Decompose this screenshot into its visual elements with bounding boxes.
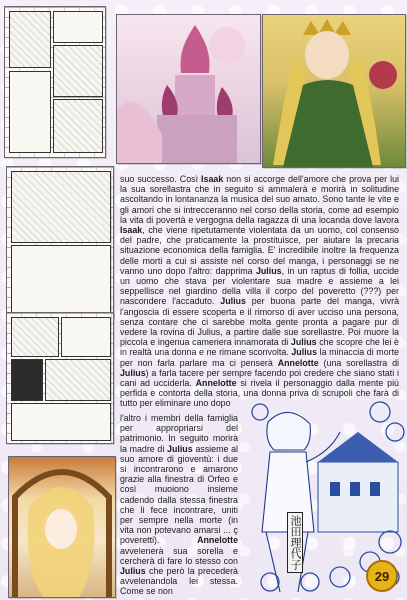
article-text: assieme al suo amore di gioventù: i due si incontrarono e amarono grazie alla finestra di Orfeo e così muoiono insieme cadendo dalla stessa finestra che li fece incontrare, uniti per sempre nella morte (in vita non potevano amarsi ... ç poveretti).: [120, 443, 238, 546]
arch-woman-drawing: [9, 457, 115, 597]
article-text-main: [120, 174, 399, 409]
illustration-castle: [116, 14, 261, 164]
article-text: ) a farla tacere per sempre facendo poi credere che siano stati i cani ad ucciderla.: [120, 367, 399, 389]
article-text: si rivela il personaggio dalla mente più perfida e contorta della storia, una donna priva di scrupoli che farà di tutto per eliminare uno dopo: [120, 378, 399, 409]
name-julius: Julius: [291, 347, 318, 358]
article-text: , in un raptus di follia, uccide un uomo che stava per violentare sua madre e assieme a lei seppellisce nel giardino della villa il corpo del poveretto (???) per nascondere l'accaduto.: [120, 265, 399, 307]
manga-frame: [11, 359, 43, 401]
article-text: l'altro i membri della famiglia per appropriarsi del patrimonio. In seguito morirà la madre di: [120, 413, 238, 454]
name-isaak: Isaak: [120, 225, 143, 236]
article-text: che scopre che lei è in realtà una donna e ne rimane sconvolta.: [120, 337, 399, 358]
name-annelotte: Annelotte: [197, 535, 238, 546]
name-annelotte: Annelotte: [195, 378, 237, 389]
name-julius: Julius: [220, 296, 246, 307]
manga-frame: [53, 99, 103, 153]
article-text: non si accorge dell'amore che prova per lui la sua sorellastra che in seguito si ammalerà e morirà in solitudine ascoltando in lontananza la musica del suo amato. Sono tante le vite e gli amori che si intrecceranno nel corso della storia, come ad esempio la vita di povertà e vergogna della ragazza di una locanda dove lavora: [120, 174, 399, 225]
manga-frame: [61, 317, 111, 357]
article-text: la minaccia di morte per non farla parlare ma ci penserà: [120, 347, 399, 368]
article-text-column: [120, 413, 238, 597]
manga-frame: [45, 359, 111, 401]
illustration-king: [262, 14, 406, 168]
manga-frame: [11, 403, 111, 441]
name-julius: Julius: [290, 337, 317, 348]
name-isaak: Isaak: [201, 174, 224, 184]
name-julius: Julius: [120, 367, 146, 378]
name-annelotte: Annelotte: [277, 357, 319, 368]
name-julius: Julius: [167, 443, 193, 454]
manga-frame: [9, 71, 51, 153]
name-julius: Julius: [255, 265, 282, 276]
name-julius: Julius: [120, 566, 146, 577]
article-text: suo successo. Così: [120, 174, 202, 184]
manga-frame: [11, 317, 59, 357]
castle-drawing: [117, 15, 260, 163]
article-text: , che viene ripetutamente violentata da un uomo, col consenso del padre, che praticamente la prostituisce, per aiutare la precaria situazione economica della famiglia. E' incredibile inoltre la frequenza delle morti a cui si assiste nel corso del manga, i personaggi se ne vanno uno dopo l'altro: dapprima: [120, 225, 399, 276]
page-number-badge: 29: [366, 560, 398, 592]
manga-frame: [53, 45, 103, 97]
manga-frame: [11, 245, 111, 315]
illustration-arch-woman: [8, 456, 116, 598]
king-drawing: [263, 15, 405, 167]
manga-page-panel-middle: [6, 166, 114, 318]
manga-page-panel-lower: [6, 312, 114, 444]
manga-frame: [11, 171, 111, 243]
article-text: avvelenerà sua sorella e cercherà di fare lo stesso con: [120, 545, 238, 566]
manga-page-panel-top: [4, 6, 106, 158]
manga-frame: [53, 11, 103, 43]
article-text: (una sorellastra di: [318, 357, 399, 368]
manga-frame: [9, 11, 51, 68]
article-text: che però la precederà avvelenandola lei stessa. Come se non: [120, 566, 238, 597]
author-name-tag: 池田理代子: [287, 512, 303, 573]
article-text: per buona parte del manga, vivrà l'angoscia di essere scoperta e il rimorso di aver ucciso una persona, senza contare che ci sarebbe molta gente pronta a pagare pur di vedere la rovina di Julius, a partire dalle sue sorellastre. Poi muore la piccola e ingenua cameriera innamorata di: [120, 296, 400, 348]
